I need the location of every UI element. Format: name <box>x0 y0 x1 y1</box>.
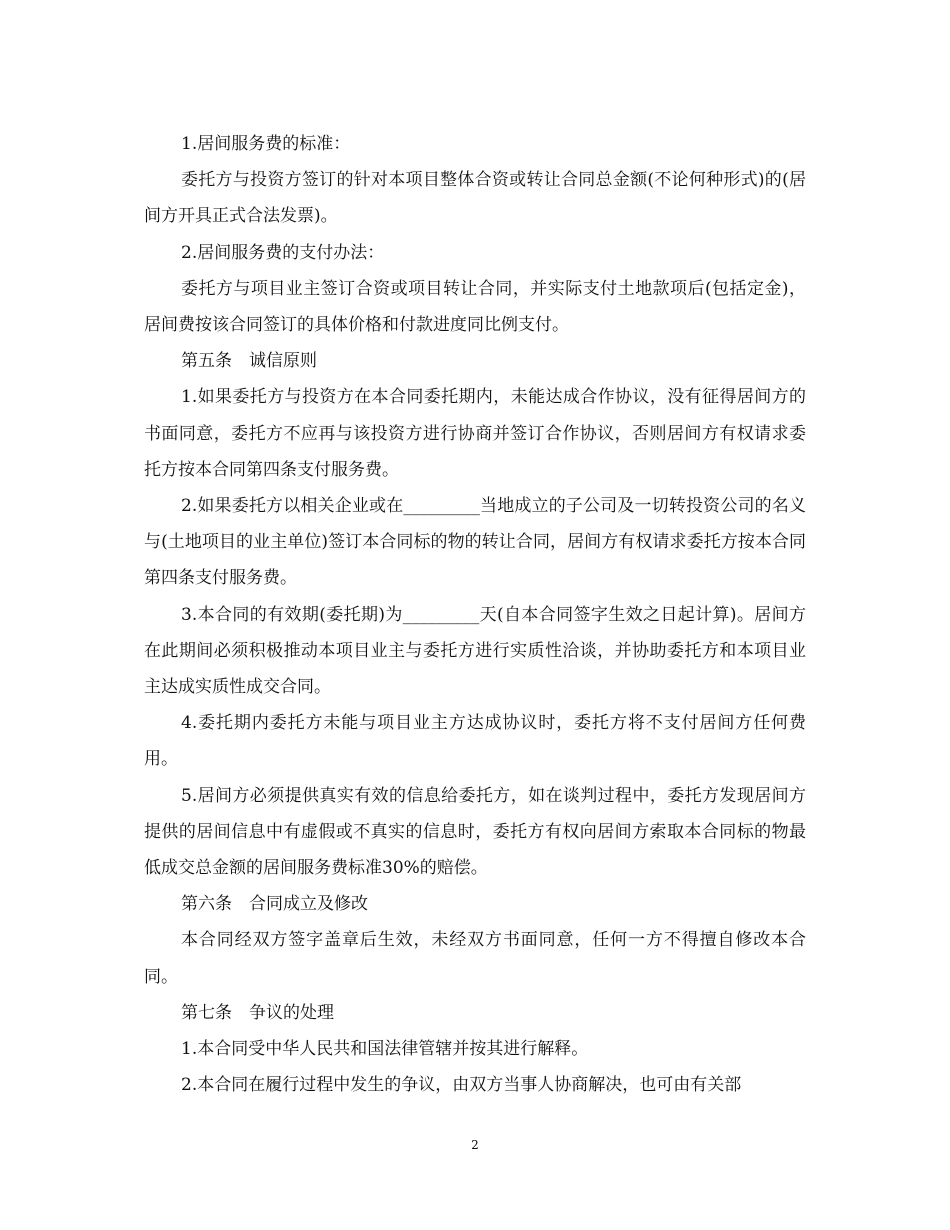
document-body <box>144 126 806 1103</box>
article-6-body: 本合同经双方签字盖章后生效，未经双方书面同意，任何一方不得擅自修改本合同。 <box>144 930 806 987</box>
page-number: 2 <box>471 1138 479 1152</box>
paragraph-payment-method: 委托方与项目业主签订合资或项目转让合同，并实际支付土地款项后(包括定金)，居间费按该合同签订的具体价格和付款进度同比例支付。 <box>144 278 806 336</box>
paragraph-fee-standard: 委托方与投资方签订的针对本项目整体合资或转让合同总金额(不论何种形式)的(居间方开具正式合法发票)。 <box>144 170 806 227</box>
article-5-clause-3: 3.本合同的有效期(委托期)为_________天(自本合同签字生效之日起计算)。居间方在此期间必须积极推动本项目业主与委托方进行实质性洽谈，并协助委托方和本项目业主达成实质性成交合同。 <box>144 604 806 698</box>
article-7-clause-1: 1.本合同受中华人民共和国法律管辖并按其进行解释。 <box>181 1039 589 1060</box>
article-7-clause-2: 2.本合同在履行过程中发生的争议，由双方当事人协商解决，也可由有关部 <box>181 1075 742 1096</box>
article-5-clause-2: 2.如果委托方以相关企业或在_________当地成立的子公司及一切转投资公司的名义与(土地项目的业主单位)签订本合同标的物的转让合同，居间方有权请求委托方按本合同第四条支付服务费。 <box>144 496 806 589</box>
article-6-heading: 第六条 合同成立及修改 <box>181 894 368 915</box>
paragraph-fee-standard-heading: 1.居间服务费的标准： <box>181 134 351 154</box>
paragraph-payment-method-heading: 2.居间服务费的支付办法： <box>181 242 385 263</box>
article-7-heading: 第七条 争议的处理 <box>181 1002 334 1023</box>
article-5-clause-5: 5.居间方必须提供真实有效的信息给委托方，如在谈判过程中，委托方发现居间方提供的居间信息中有虚假或不真实的信息时，委托方有权向居间方索取本合同标的物最低成交总金额的居间服务费标准30%的赔偿。 <box>144 785 806 879</box>
article-5-clause-1: 1.如果委托方与投资方在本合同委托期内，未能达成合作协议，没有征得居间方的书面同意，委托方不应再与该投资方进行协商并签订合作协议，否则居间方有权请求委托方按本合同第四条支付服务费。 <box>144 387 806 480</box>
article-5-heading: 第五条 诚信原则 <box>181 351 317 372</box>
article-5-clause-4: 4.委托期内委托方未能与项目业主方达成协议时，委托方将不支付居间方任何费用。 <box>144 713 806 770</box>
